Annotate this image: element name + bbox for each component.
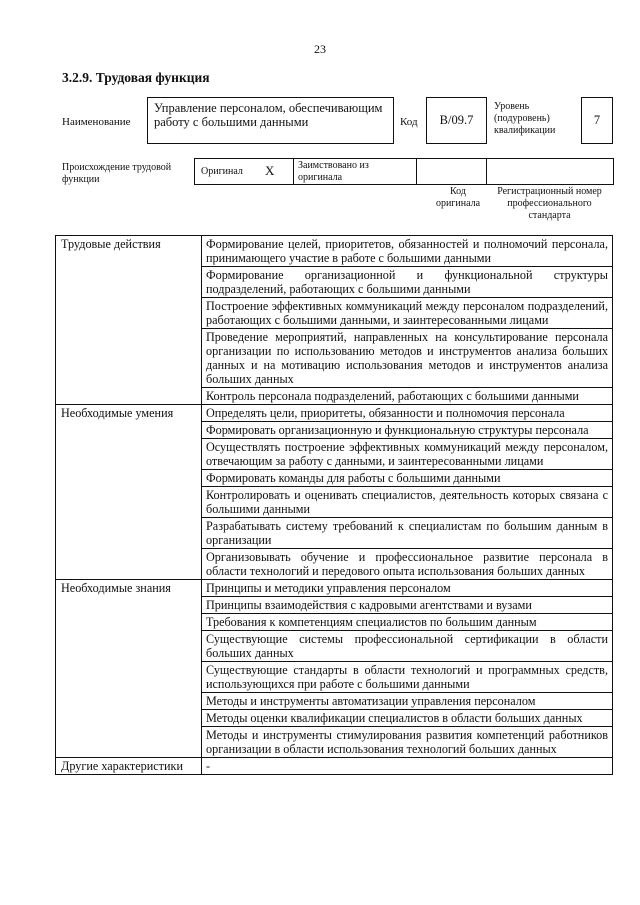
action-item: Проведение мероприятий, направленных на консультирование персонала организации по использованию методов и инструментов анализа больших данных и на мотивацию использования методов и инструментов анализа больших данных — [202, 329, 613, 388]
action-item: Построение эффективных коммуникаций между персоналом подразделений, работающих с большими данными, и заинтересованными лицами — [202, 298, 613, 329]
table-row — [56, 236, 613, 267]
level-label-line-2: (подуровень) — [494, 113, 550, 124]
code-caption-line-1: Код — [450, 186, 466, 197]
code-caption — [423, 186, 493, 210]
skill-item: Контролировать и оценивать специалистов, деятельность которых связана с большими данными — [202, 487, 613, 518]
borrowed-label-line-1: Заимствовано из — [298, 160, 369, 171]
function-name-box — [147, 97, 394, 144]
skill-item: Определять цели, приоритеты, обязанности и полномочия персонала — [202, 405, 613, 422]
level-value: 7 — [593, 113, 601, 127]
skills-label: Необходимые умения — [56, 405, 202, 580]
reg-caption-line-3: стандарта — [528, 210, 571, 221]
other-label: Другие характеристики — [56, 758, 202, 775]
action-item: Формирование целей, приоритетов, обязанностей и полномочий персонала, принимающего участие в работе с большими данными — [202, 236, 613, 267]
skill-item: Формировать команды для работы с большими данными — [202, 470, 613, 487]
skill-item: Разрабатывать систему требований к специалистам по большим данным в организации — [202, 518, 613, 549]
skill-item: Формировать организационную и функциональную структуры персонала — [202, 422, 613, 439]
original-mark: X — [265, 163, 275, 178]
level-box — [581, 97, 613, 144]
page-number: 23 — [314, 42, 326, 56]
knowledge-item: Методы оценки квалификации специалистов в области больших данных — [202, 710, 613, 727]
origin-code-cell — [417, 159, 487, 184]
skill-item: Осуществлять построение эффективных коммуникаций между персоналом, отвечающим за работу с данными, и заинтересованными лицами — [202, 439, 613, 470]
table-row — [56, 758, 613, 775]
knowledge-item: Требования к компетенциям специалистов по большим данным — [202, 614, 613, 631]
reg-caption-line-2: профессионального — [507, 198, 592, 209]
knowledge-item: Принципы и методики управления персоналом — [202, 580, 613, 597]
skill-item: Организовывать обучение и профессиональное развитие персонала в области технологий и передового опыта использования больших данных — [202, 549, 613, 580]
action-item: Контроль персонала подразделений, работающих с большими данными — [202, 388, 613, 405]
origin-label-line-1: Происхождение трудовой — [62, 162, 172, 173]
level-label-line-1: Уровень — [494, 101, 530, 112]
labor-function-table — [55, 235, 613, 775]
knowledge-item: Существующие системы профессиональной сертификации в области больших данных — [202, 631, 613, 662]
level-label-line-3: квалификации — [494, 125, 556, 136]
function-name-value: Управление персоналом, обеспечивающим работу с большими данными — [154, 101, 383, 129]
original-cell — [195, 159, 294, 184]
original-label: Оригинал — [201, 166, 243, 177]
knowledge-item: Существующие стандарты в области технологий и программных средств, использующихся при работе с большими данными — [202, 662, 613, 693]
borrowed-label-line-2: оригинала — [298, 172, 343, 183]
knowledge-item: Методы и инструменты автоматизации управления персоналом — [202, 693, 613, 710]
borrowed-cell — [294, 159, 417, 184]
action-item: Формирование организационной и функциональной структуры подразделений, работающих с большими данными — [202, 267, 613, 298]
name-label: Наименование — [62, 116, 131, 128]
code-value: B/09.7 — [439, 113, 474, 127]
code-label: Код — [400, 116, 418, 128]
origin-label-line-2: функции — [62, 174, 100, 185]
actions-label: Трудовые действия — [56, 236, 202, 405]
table-row — [56, 405, 613, 422]
reg-caption-line-1: Регистрационный номер — [497, 186, 602, 197]
origin-label — [62, 162, 171, 186]
table-row — [56, 580, 613, 597]
other-value: - — [202, 758, 613, 775]
code-caption-line-2: оригинала — [435, 198, 481, 209]
knowledge-item: Принципы взаимодействия с кадровыми агентствами и вузами — [202, 597, 613, 614]
origin-row — [194, 158, 614, 185]
section-title: 3.2.9. Трудовая функция — [62, 70, 210, 85]
level-label — [494, 101, 555, 137]
code-box — [426, 97, 487, 144]
knowledge-label: Необходимые знания — [56, 580, 202, 758]
borrowed-label — [298, 160, 369, 184]
reg-number-cell — [487, 159, 613, 184]
reg-caption — [486, 186, 613, 222]
knowledge-item: Методы и инструменты стимулирования развития компетенций работников организации в области использования технологий больших данных — [202, 727, 613, 758]
